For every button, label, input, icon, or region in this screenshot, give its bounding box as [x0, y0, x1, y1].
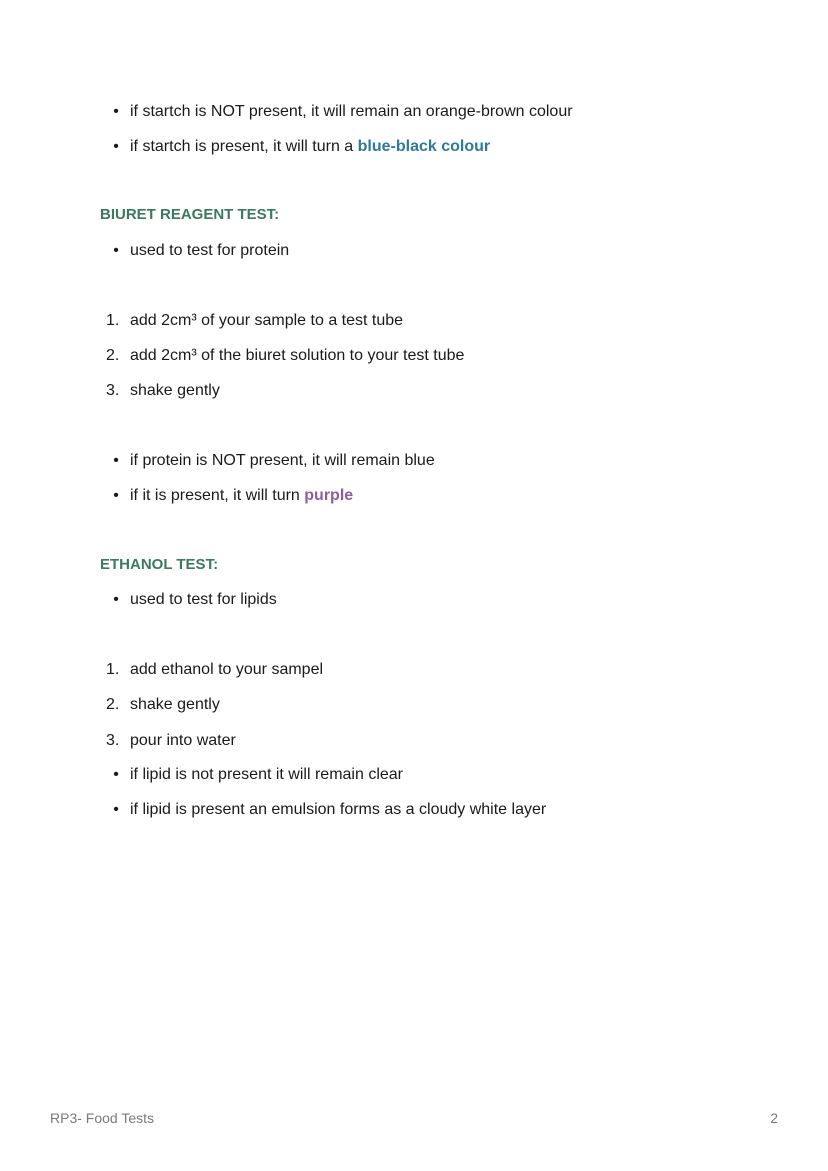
step-text: shake gently — [130, 696, 220, 713]
list-item-text: if startch is NOT present, it will remain an orange-brown colour — [130, 103, 573, 120]
step-number: 2. — [106, 347, 120, 364]
highlight-purple: purple — [304, 487, 354, 504]
bullet-icon: • — [113, 487, 119, 504]
list-item-text: if lipid is present an emulsion forms as a cloudy white layer — [130, 801, 547, 818]
bullet-icon: • — [113, 138, 119, 155]
bullet-icon: • — [113, 452, 119, 469]
bullet-icon: • — [113, 766, 119, 783]
list-item-text: if it is present, it will turn — [130, 487, 305, 504]
step-number: 3. — [106, 382, 120, 399]
step-number: 3. — [106, 732, 120, 749]
step-number: 1. — [106, 312, 120, 329]
highlight-blue-black: blue-black colour — [357, 138, 491, 155]
section-heading-biuret: BIURET REAGENT TEST: — [100, 206, 280, 223]
bullet-icon: • — [113, 801, 119, 818]
step-text: pour into water — [130, 732, 236, 749]
page-number: 2 — [770, 1110, 778, 1126]
list-item-text: if lipid is not present it will remain clear — [130, 766, 403, 783]
list-item-text: if protein is NOT present, it will remain blue — [130, 452, 435, 469]
step-number: 2. — [106, 696, 120, 713]
step-text: add ethanol to your sampel — [130, 661, 324, 678]
bullet-icon: • — [113, 103, 119, 120]
step-text: add 2cm³ of the biuret solution to your test tube — [130, 347, 465, 364]
ethanol-purpose: used to test for lipids — [130, 591, 277, 608]
bullet-icon: • — [113, 591, 119, 608]
section-heading-ethanol: ETHANOL TEST: — [100, 556, 219, 573]
bullet-icon: • — [113, 242, 119, 259]
step-number: 1. — [106, 661, 120, 678]
step-text: add 2cm³ of your sample to a test tube — [130, 312, 404, 329]
biuret-purpose: used to test for protein — [130, 242, 290, 259]
list-item-text: if startch is present, it will turn a — [130, 138, 358, 155]
footer-title: RP3- Food Tests — [50, 1110, 155, 1126]
step-text: shake gently — [130, 382, 220, 399]
